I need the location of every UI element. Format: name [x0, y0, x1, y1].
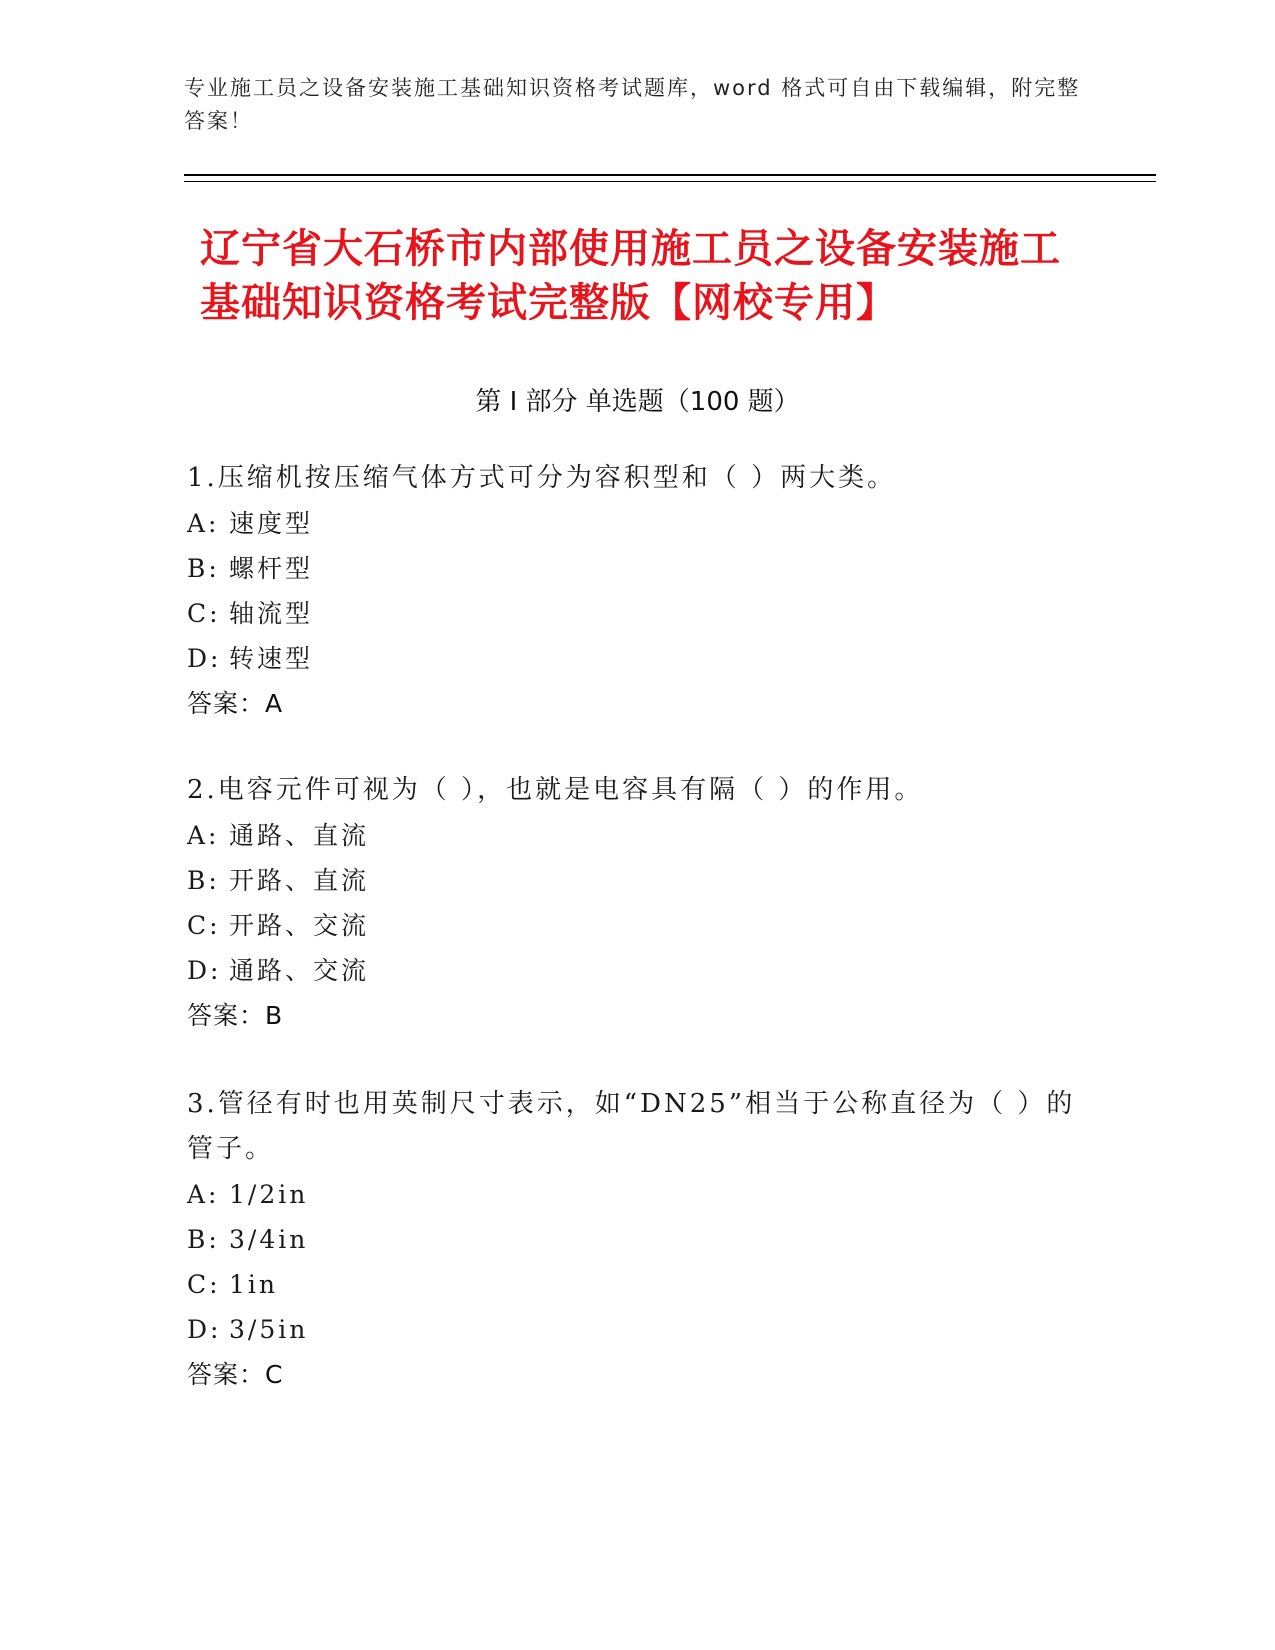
option-d: [187, 1307, 1087, 1352]
option-key: D:: [187, 644, 222, 673]
header-divider-thick: [184, 174, 1156, 176]
option-c: [187, 591, 1087, 636]
question-2: [187, 768, 1087, 1038]
option-key: D:: [187, 956, 222, 985]
option-text: 速度型: [229, 509, 314, 538]
header-divider-thin: [184, 181, 1156, 182]
option-a: [187, 1172, 1087, 1217]
option-key: B:: [187, 1225, 220, 1254]
question-stem: 2.电容元件可视为（ ），也就是电容具有隔（ ）的作用。: [187, 775, 924, 805]
section-title: 第 I 部分 单选题（100 题）: [475, 387, 800, 417]
question-stem: 3.管径有时也用英制尺寸表示，如“DN25”相当于公称直径为（ ）的管子。: [187, 1089, 1076, 1164]
question-3: [187, 1082, 1087, 1397]
question-stem: 1.压缩机按压缩气体方式可分为容积型和（ ）两大类。: [187, 463, 897, 493]
option-key: C:: [187, 599, 221, 628]
option-key: B:: [187, 866, 220, 895]
option-text: 螺杆型: [229, 554, 314, 583]
answer-label: 答案：A: [187, 689, 284, 718]
option-text: 1/2in: [229, 1180, 309, 1209]
header-note: 专业施工员之设备安装施工基础知识资格考试题库，word 格式可自由下载编辑，附完整答案！: [184, 76, 1081, 133]
option-a: [187, 501, 1087, 546]
answer-label: 答案：B: [187, 1001, 284, 1030]
option-text: 1in: [229, 1270, 279, 1299]
document-title: 辽宁省大石桥市内部使用施工员之设备安装施工基础知识资格考试完整版【网校专用】: [200, 226, 1061, 326]
option-text: 开路、直流: [229, 866, 370, 895]
option-c: [187, 1262, 1087, 1307]
option-b: [187, 1217, 1087, 1262]
option-c: [187, 903, 1087, 948]
option-text: 通路、交流: [229, 956, 370, 985]
option-text: 3/5in: [229, 1315, 309, 1344]
option-d: [187, 636, 1087, 681]
question-1: [187, 456, 1087, 726]
option-key: D:: [187, 1315, 222, 1344]
option-d: [187, 948, 1087, 993]
option-text: 3/4in: [229, 1225, 309, 1254]
option-key: A:: [187, 1180, 220, 1209]
option-a: [187, 813, 1087, 858]
option-key: A:: [187, 509, 220, 538]
answer-label: 答案：C: [187, 1360, 284, 1389]
option-key: C:: [187, 1270, 221, 1299]
option-key: B:: [187, 554, 220, 583]
option-text: 转速型: [229, 644, 314, 673]
option-b: [187, 858, 1087, 903]
option-text: 开路、交流: [229, 911, 370, 940]
option-key: A:: [187, 821, 220, 850]
option-text: 通路、直流: [229, 821, 370, 850]
option-text: 轴流型: [229, 599, 314, 628]
option-key: C:: [187, 911, 221, 940]
option-b: [187, 546, 1087, 591]
